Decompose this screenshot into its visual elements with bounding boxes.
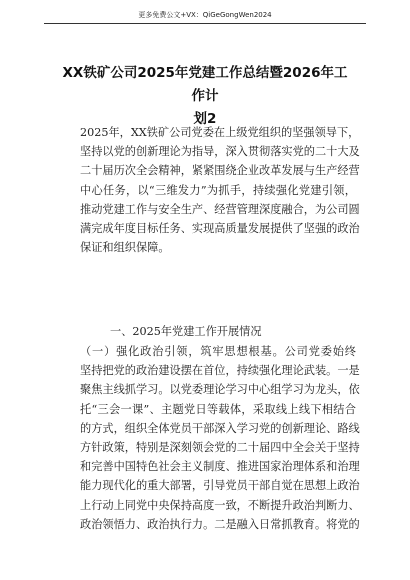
section-1-line: 和完善中国特色社会主义制度、推进国家治理体系和治理 — [80, 460, 360, 474]
header-divider — [44, 23, 366, 24]
header-promo-note: 更多免费公文+VX：QiGeGongWen2024 — [138, 11, 272, 19]
section-heading: 一、2025年党建工作开展情况 — [110, 325, 262, 338]
intro-line: 二十届历次全会精神，紧紧围绕企业改革发展与生产经营 — [80, 164, 360, 178]
section-1-line: 坚持把党的政治建设摆在首位，持续强化理论武装。一是 — [80, 364, 360, 378]
section-1-line: 托“三会一课”、主题党日等载体，采取线上线下相结合 — [80, 402, 356, 416]
document-title — [60, 62, 350, 131]
section-1-line: 能力现代化的重大部署，引导党员干部自觉在思想上政治 — [80, 479, 360, 493]
section-1-paragraph — [80, 342, 360, 534]
section-1-line: 政治领悟力、政治执行力。二是融入日常抓教育。将党的 — [80, 517, 360, 531]
section-1-line: （一）强化政治引领，筑牢思想根基。公司党委始终 — [80, 345, 356, 358]
title-line-2: 划2 — [193, 111, 217, 127]
section-1-line: 方针政策，特别是深刻领会党的二十届四中全会关于坚持 — [80, 441, 360, 455]
section-1-line: 上行动上同党中央保持高度一致，不断提升政治判断力、 — [80, 498, 360, 512]
intro-paragraph — [80, 123, 360, 257]
intro-line: 满完成年度目标任务、实现高质量发展提供了坚强的政治 — [80, 222, 360, 236]
title-line-1: XX铁矿公司2025年党建工作总结暨2026年工作计 — [62, 65, 348, 104]
intro-line: 坚持以党的创新理论为指导，深入贯彻落实党的二十大及 — [80, 145, 360, 159]
intro-line: 保证和组织保障。 — [80, 241, 170, 255]
intro-line: 2025年，XX铁矿公司党委在上级党组织的坚强领导下， — [80, 126, 360, 139]
section-1-line: 聚焦主线抓学习。以党委理论学习中心组学习为龙头，依 — [80, 383, 360, 397]
intro-line: 推动党建工作与安全生产、经营管理深度融合，为公司圆 — [80, 202, 360, 216]
section-1-line: 的方式，组织全体党员干部深入学习党的创新理论、路线 — [80, 421, 360, 435]
intro-line: 中心任务，以“三维发力”为抓手，持续强化党建引领， — [80, 183, 356, 197]
